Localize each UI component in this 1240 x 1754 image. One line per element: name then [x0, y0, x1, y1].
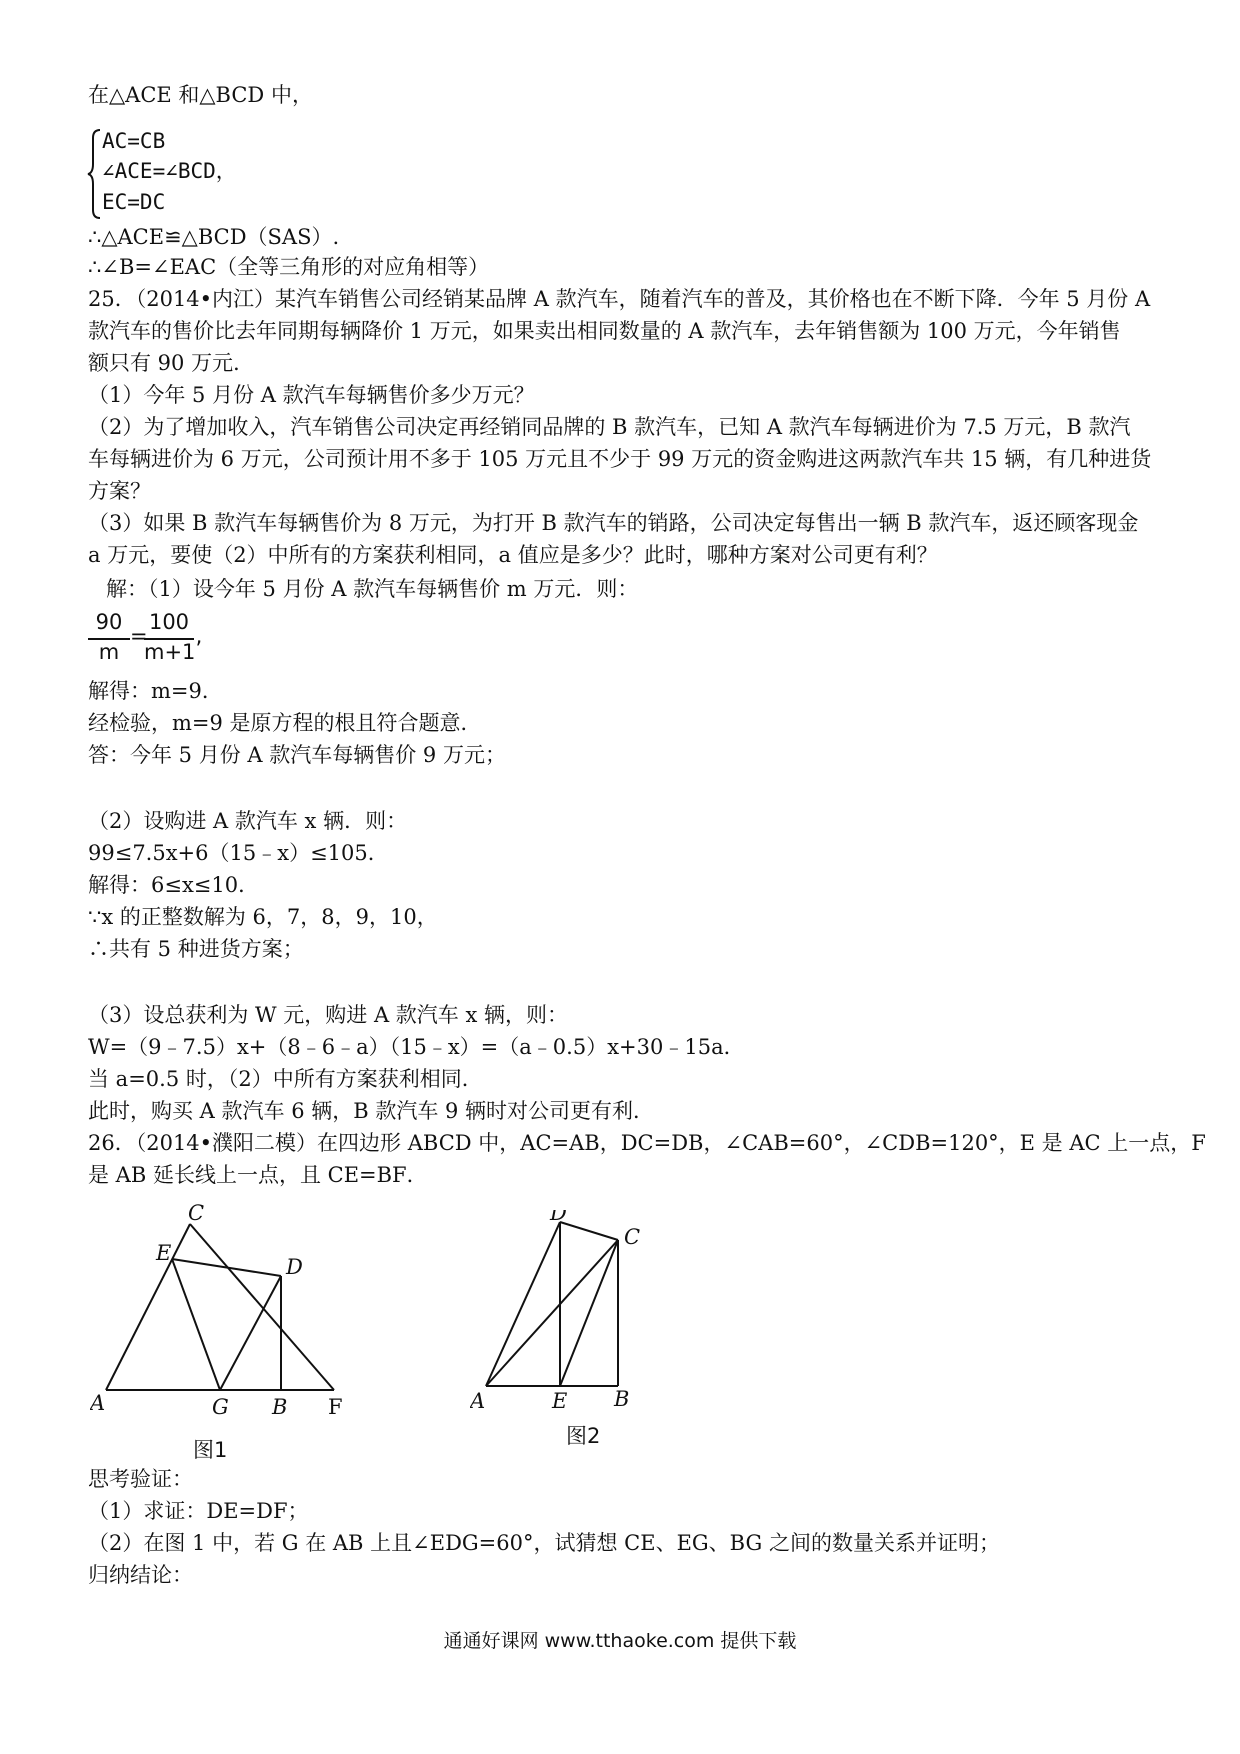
label-b: B — [614, 1387, 630, 1410]
question-25-part: 车每辆进价为 6 万元，公司预计用不多于 105 万元且不少于 99 万元的资金购进这两款汽车共 15 辆，有几种进货 — [88, 447, 1152, 471]
system-line: EC=DC — [102, 190, 166, 214]
question-25-line: 25．（2014•内江）某汽车销售公司经销某品牌 A 款汽车，随着汽车的普及，其价格也在不断下降．今年 5 月份 A — [88, 287, 1151, 311]
solution-line: （3）设总获利为 W 元，购进 A 款汽车 x 辆，则： — [88, 1003, 569, 1027]
question-26-line: 是 AB 延长线上一点，且 CE=BF． — [88, 1163, 428, 1187]
section-heading: 思考验证： — [88, 1467, 193, 1491]
segment-ac — [106, 1224, 190, 1390]
text-line: ∴∠B=∠EAC（全等三角形的对应角相等） — [88, 255, 490, 279]
figure-1 — [90, 1200, 380, 1424]
solution-line: 经检验，m=9 是原方程的根且符合题意． — [88, 711, 482, 735]
fraction-numerator: 100 — [148, 610, 190, 634]
label-d: D — [550, 1210, 567, 1225]
label-c: C — [624, 1225, 641, 1249]
figure-2-caption: 图2 — [566, 1424, 601, 1448]
question-25-line: 额只有 90 万元． — [88, 351, 255, 375]
text-line: ∴△ACE≌△BCD（SAS）. — [88, 225, 340, 249]
comma: , — [195, 624, 203, 648]
solution-line: 解得：m=9． — [88, 679, 223, 703]
fraction-numerator: 90 — [95, 610, 123, 634]
segment-ec — [560, 1240, 618, 1386]
segment-ed — [172, 1259, 281, 1276]
segment-eg — [172, 1259, 220, 1390]
task-line: （2）在图 1 中，若 G 在 AB 上且∠EDG=60°，试猜想 CE、EG、BG 之间的数量关系并证明； — [88, 1531, 1000, 1555]
question-25-part: a 万元，要使（2）中所有的方案获利相同，a 值应是多少？此时，哪种方案对公司更有利？ — [88, 543, 938, 567]
system-line: AC=CB — [102, 129, 166, 153]
solution-line: 解：（1）设今年 5 月份 A 款汽车每辆售价 m 万元．则： — [106, 577, 639, 601]
segment-ac — [486, 1240, 618, 1386]
solution-line: （2）设购进 A 款汽车 x 辆．则： — [88, 809, 408, 833]
figure-1-caption: 图1 — [193, 1438, 228, 1462]
label-b: B — [272, 1395, 288, 1419]
question-25-part: （1）今年 5 月份 A 款汽车每辆售价多少万元？ — [88, 383, 535, 407]
label-a: A — [90, 1391, 106, 1415]
question-25-part: （3）如果 B 款汽车每辆售价为 8 万元，为打开 B 款汽车的销路，公司决定每售出一辆 B 款汽车，返还顾客现金 — [88, 511, 1139, 535]
segment-ad — [486, 1222, 560, 1386]
text-line: 在△ACE 和△BCD 中， — [88, 83, 313, 107]
label-d: D — [286, 1255, 303, 1279]
label-g: G — [212, 1395, 229, 1419]
solution-line: 99≤7.5x+6（15﹣x）≤105． — [88, 841, 389, 865]
section-heading: 归纳结论： — [88, 1563, 193, 1587]
solution-line: W=（9﹣7.5）x+（8﹣6﹣a）（15﹣x）=（a﹣0.5）x+30﹣15a． — [88, 1035, 745, 1059]
figure-2 — [470, 1210, 730, 1414]
equals-sign: = — [130, 624, 148, 648]
question-26-line: 26．（2014•濮阳二模）在四边形 ABCD 中，AC=AB，DC=DB，∠CAB=60°，∠CDB=120°，E 是 AC 上一点，F — [88, 1131, 1206, 1155]
label-c: C — [188, 1201, 205, 1225]
segment-dc — [560, 1222, 618, 1240]
system-line: ∠ACE=∠BCD， — [102, 159, 237, 183]
label-f: F — [328, 1395, 343, 1419]
footer-credit: 通通好课网 www.tthaoke.com 提供下载 — [443, 1630, 797, 1652]
solution-line: ∵x 的正整数解为 6，7，8，9，10， — [88, 905, 438, 929]
solution-line: 答：今年 5 月份 A 款汽车每辆售价 9 万元； — [88, 743, 506, 767]
label-a: A — [470, 1389, 486, 1410]
fraction-denominator: m+1 — [144, 640, 196, 664]
solution-line: 此时，购买 A 款汽车 6 辆，B 款汽车 9 辆时对公司更有利． — [88, 1099, 655, 1123]
question-25-part: 方案？ — [88, 479, 151, 503]
solution-line: 当 a=0.5 时，（2）中所有方案获利相同． — [88, 1067, 483, 1091]
question-25-part: （2）为了增加收入，汽车销售公司决定再经销同品牌的 B 款汽车，已知 A 款汽车每辆进价为 7.5 万元，B 款汽 — [88, 415, 1131, 439]
solution-line: ∴共有 5 种进货方案； — [88, 937, 304, 961]
solution-line: 解得：6≤x≤10． — [88, 873, 260, 897]
fraction-denominator: m — [98, 640, 120, 664]
question-25-line: 款汽车的售价比去年同期每辆降价 1 万元，如果卖出相同数量的 A 款汽车，去年销售额为 100 万元，今年销售 — [88, 319, 1121, 343]
label-e: E — [156, 1241, 172, 1265]
equation-system — [86, 126, 326, 222]
task-line: （1）求证：DE=DF； — [88, 1499, 309, 1523]
label-e: E — [552, 1389, 568, 1410]
